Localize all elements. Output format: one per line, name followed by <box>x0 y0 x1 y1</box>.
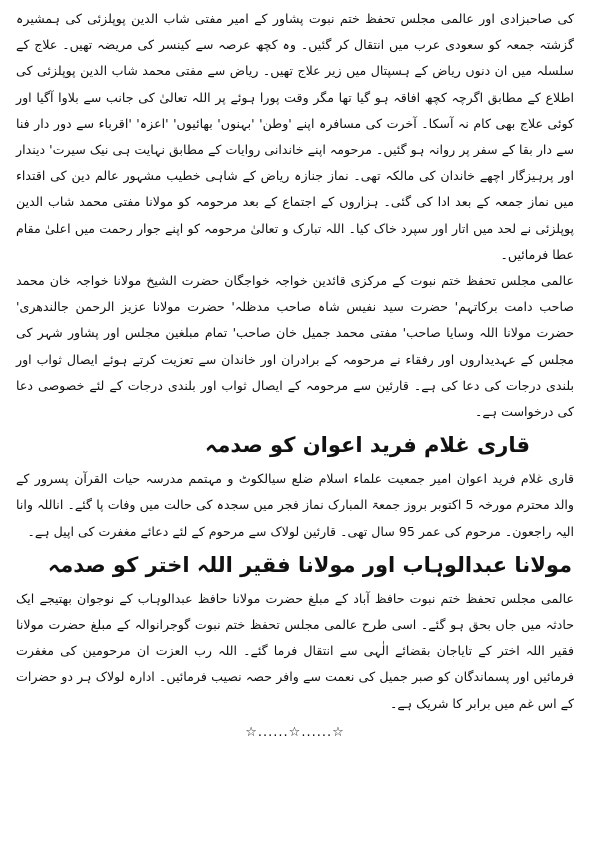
paragraph-qari-ghulam-farid: قاری غلام فرید اعوان امیر جمعیت علماء اسلام ضلع سیالکوٹ و مہتمم مدرسہ حیات القرآن پسرور کے والد محترم مورخہ 5 اکتوبر بروز جمعۃ المبارک نماز فجر میں سجدہ کی حالت میں وفات پا گئے۔ اناللہ وانا الیہ راجعون۔ مرحوم کی عمر 95 سال تھی۔ قارئین لولاک سے مرحوم کے لئے دعائے مغفرت کی اپیل ہے۔ <box>16 471 574 539</box>
paragraph-abdul-wahab-faqirullah: عالمی مجلس تحفظ ختم نبوت حافظ آباد کے مبلغ حضرت مولانا حافظ عبدالوہاب کے نوجوان بھتیجے ایک حادثہ میں جاں بحق ہو گئے۔ اسی طرح عالمی مجلس تحفظ ختم نبوت گوجرانوالہ کے مبلغ حضرت مولانا فقیر اللہ اختر کے تایاجان بقضائے الٰہی سے انتقال فرما گئے۔ اللہ رب العزت ان مرحومین کی مغفرت فرمائیں اور پسماندگان کو صبر جمیل کی نعمت سے وافر حصہ نصیب فرمائیں۔ ادارہ لولاک ہر دو حضرات کے اس غم میں برابر کا شریک ہے۔ <box>16 590 574 711</box>
stars-divider: ☆......☆......☆ <box>245 724 345 740</box>
heading-qari-ghulam-farid: قاری غلام فرید اعوان کو صدمہ <box>205 433 530 458</box>
heading-abdul-wahab-faqirullah: مولانا عبدالوہاب اور مولانا فقیر اللہ اختر کو صدمہ <box>47 552 572 577</box>
paragraph-condolence-leaders: عالمی مجلس تحفظ ختم نبوت کے مرکزی قائدین خواجہ خواجگان حضرت الشیخ مولانا خواجہ خان محمد صاحب دامت برکاتہم' حضرت سید نفیس شاہ صاحب مدظلہ' حضرت مولانا عزیز الرحمن جالندھری' حضرت مولانا اللہ وسایا صاحب' مفتی محمد جمیل خان صاحب' تمام مبلغین مجلس اور پشاور شہر کی مجلس کے عہدیداروں اور رفقاء نے مرحومہ کے برادران اور خاندان سے تعزیت کرتے ہوئے ایصال ثواب اور بلندی درجات کی دعا کی ہے۔ قارئین سے مرحومہ کے ایصال ثواب اور بلندی درجات کے لئے خصوصی دعا کی درخواست ہے۔ <box>16 273 574 420</box>
paragraph-condolence-poplzai: کی صاحبزادی اور عالمی مجلس تحفظ ختم نبوت پشاور کے امیر مفتی شاب الدین پوپلزئی کی ہمشیرہ گزشتہ جمعہ کو سعودی عرب میں انتقال کر گئیں۔ وہ کچھ عرصہ سے کینسر کی مریضہ تھیں۔ علاج کے سلسلہ میں ان دنوں ریاض کے ہسپتال میں زیر علاج تھیں۔ ریاض سے مفتی محمد شاب الدین پوپلزئی کی اطلاع کے مطابق اگرچہ کچھ افاقہ ہو گیا تھا مگر وقت پورا ہوئے پر اللہ تعالیٰ کی جانب سے بلاوا آگیا اور کوئی علاج بھی کام نہ آسکا۔ آخرت کی مسافرہ اپنے 'وطن' 'بہنوں' بھائیوں' 'اعزہ' 'اقرباء سے دور دار فنا سے دار بقا کے سفر پر روانہ ہو گئیں۔ مرحومہ اپنے خاندانی روایات کے مطابق نہایت ہی نیک سیرت' دیندار اور پرہیزگار اچھے خاندان کی مالکہ تھی۔ نماز جنازہ ریاض کے شاہی خطیب مشہور عالم دین کی اقتداء میں نماز جمعہ کے بعد ادا کی گئی۔ ہزاروں کے اجتماع کے بعد مرحومہ کو مولانا مفتی محمد شاب الدین پوپلزئی نے لحد میں اتار اور سپرد خاک کیا۔ اللہ تبارک و تعالیٰ مرحومہ کو اپنے جوار رحمت میں اعلیٰ مقام عطا فرمائیں۔ <box>16 11 574 262</box>
